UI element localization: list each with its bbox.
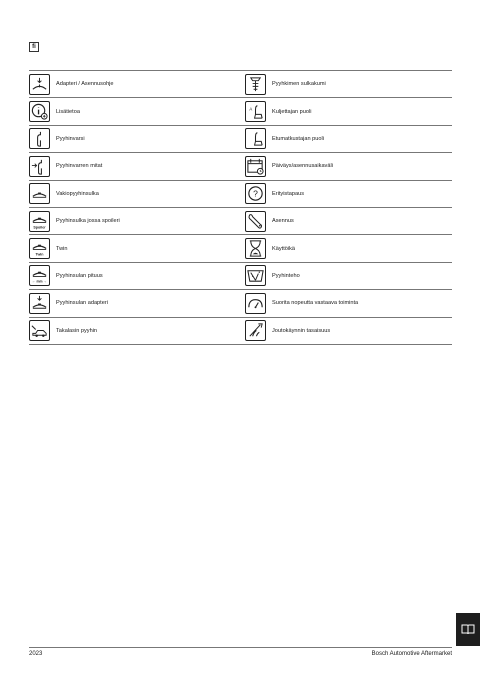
legend-row [245,98,452,125]
legend-label: Pyyhinsulan adapteri [56,300,108,307]
legend-row [245,290,452,317]
blade-tag-text: ← mm → [32,280,47,285]
info-icon [29,101,50,122]
book-icon [461,624,475,635]
idle-smoothness-icon [245,320,266,341]
legend-row [245,318,452,345]
legend-row [29,98,253,125]
footer-divider [29,647,452,648]
wiper-rubber-icon [245,74,266,95]
wrench-icon [245,211,266,232]
hourglass-icon [245,238,266,259]
wiper-arm-dimensions-icon [29,156,50,177]
side-tag-text: A [249,106,253,112]
legend-label: Pyyhinvarren mitat [56,163,103,170]
legend-row [29,126,250,153]
legend-row [29,290,250,317]
legend-label: Takalasin pyyhin [56,327,98,334]
svg-text:?: ? [253,188,258,199]
legend-label: Pyyhinteho [272,272,300,279]
twin-wiper-icon [29,238,50,259]
blade-tag-text: Twin [35,252,44,257]
wiper-blade-adapter-icon [29,293,50,314]
legend-row [245,208,452,235]
legend-label: Vakiopyyhinsulka [56,190,99,197]
legend-label: Pyyhinvarsi [56,135,85,142]
legend-label: Suorita nopeutta vastaava toiminta [272,300,359,307]
rear-wiper-icon [29,320,50,341]
catalog-tab[interactable] [456,613,480,646]
standard-wiper-blade-icon [29,183,50,204]
wiper-arm-icon [29,128,50,149]
speed-gauge-icon [245,293,266,314]
legend-label: Adapteri / Asennusohje [56,81,114,88]
legend-label: Pyyhkimen sulkakumi [272,81,326,88]
legend-row [29,235,250,262]
wiper-power-icon [245,265,266,286]
legend-label: Päiväys/asennusaikaväli [272,163,333,170]
legend-row [245,153,452,180]
legend-row [29,181,250,208]
legend-row [29,208,250,235]
legend-row [245,235,452,262]
legend-label: Twin [56,245,68,252]
spoiler-wiper-blade-icon [29,211,50,232]
footer-year: 2023 [29,651,43,657]
legend-column-right [245,70,452,345]
legend-row [29,263,250,290]
legend-label: Lisätietoa [56,108,80,115]
adapter-icon [29,74,50,95]
legend-label: Käyttöikä [272,245,296,252]
blade-tag-text: Spoiler [33,225,46,230]
legend-label: Pyyhinsulka jossa spoileri [56,218,120,225]
legend-label: Asennus [272,218,294,225]
driver-side-icon [245,101,266,122]
legend-row [245,181,452,208]
passenger-side-icon [245,128,266,149]
footer-brand: Bosch Automotive Aftermarket [371,651,452,657]
legend-row [245,71,452,98]
legend-label: Erityistapaus [272,190,305,197]
legend-row [29,71,250,98]
legend-label: Joutokäynnin tasaisuus [272,327,331,334]
legend-label: Pyyhinsulan pituus [56,272,103,279]
legend-row [245,263,452,290]
calendar-date-icon [245,156,266,177]
question-icon [245,183,266,204]
language-code-box: fi [29,42,39,52]
wiper-blade-length-icon [29,265,50,286]
legend-row [29,318,250,345]
legend-column-left [29,70,253,345]
legend-label: Kuljettajan puoli [272,108,312,115]
legend-row [29,153,250,180]
legend-row [245,126,452,153]
legend-label: Etumatkustajan puoli [272,135,324,142]
